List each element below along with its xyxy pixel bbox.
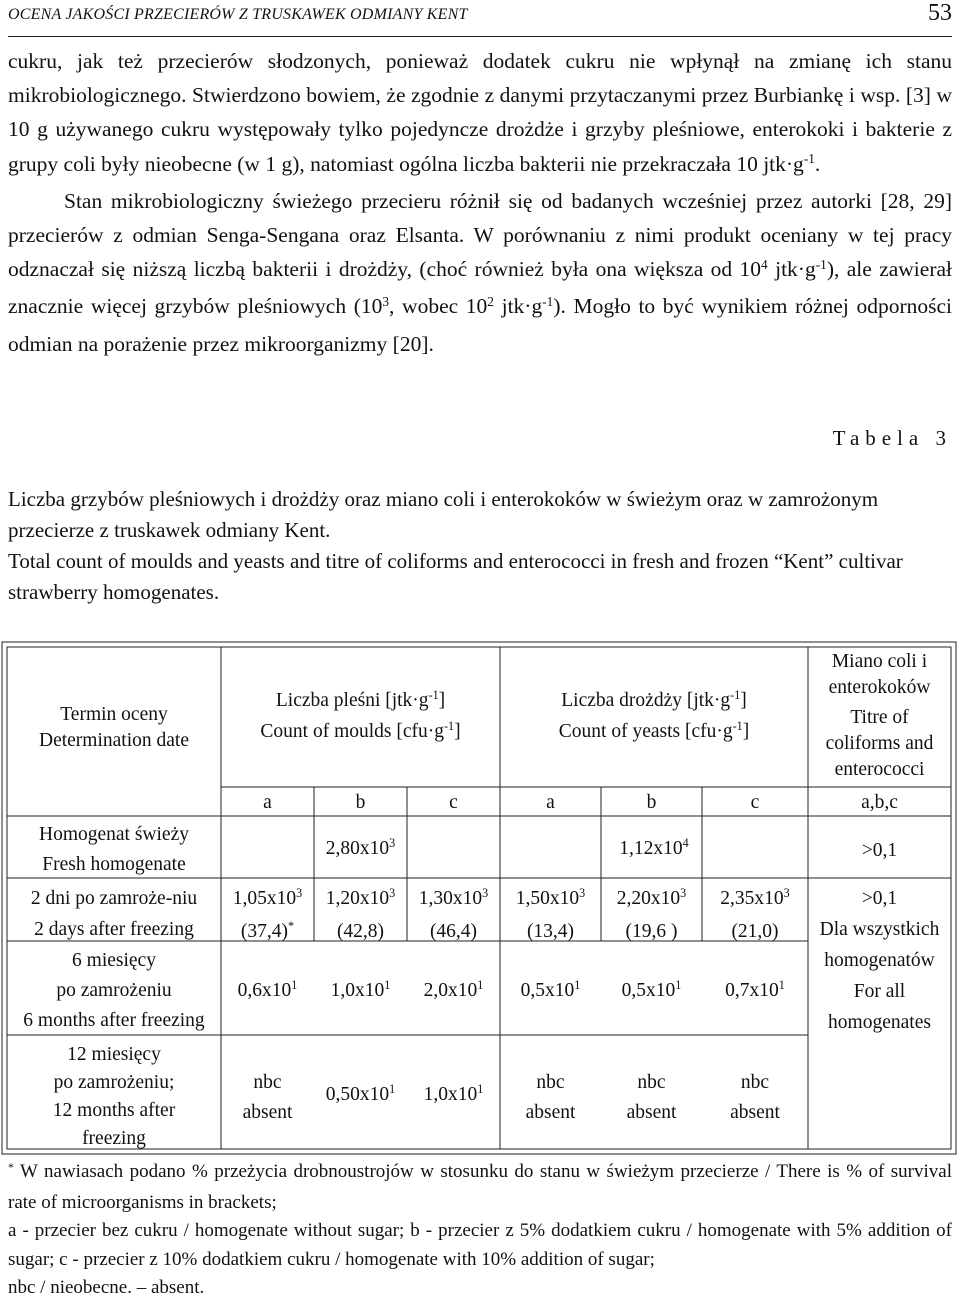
row-12months-yeasts-a: nbc absent xyxy=(525,1072,576,1123)
page-number: 53 xyxy=(928,0,952,26)
row-2days-moulds-b: $1,20x10^3$ (42,8) xyxy=(325,886,396,942)
sub-c-yeasts: c xyxy=(750,792,760,813)
row-2days-moulds-a: $1,05x10^3$ (37,4)* xyxy=(232,886,303,942)
running-title: OCENA JAKOŚCI PRZECIERÓW Z TRUSKAWEK ODMIANY KENT xyxy=(8,6,468,23)
row-12months-date: 12 miesięcy po zamrożeniu; 12 months after freezing xyxy=(52,1044,176,1149)
row-2days-yeasts-a: $1,50x10^3$ (13,4) xyxy=(515,886,586,942)
row-6months-moulds-a: $0,6x10^1$ xyxy=(237,978,298,1001)
row-6months-yeasts-b: $0,5x10^1$ xyxy=(621,978,682,1001)
sub-b-moulds: b xyxy=(355,792,366,813)
row-12months-moulds-a: nbc absent xyxy=(242,1072,293,1123)
row-fresh-titre: >0,1 xyxy=(861,840,898,861)
row-2days-date: 2 dni po zamroże-niu 2 days after freezing xyxy=(30,888,198,940)
row-fresh-yeasts: $1,12x10^4$ xyxy=(619,836,689,859)
header-yeasts: Liczba drożdży $[jtk\cdot g^{-1}]$ Count of yeasts $[cfu\cdot g^{-1}]$ xyxy=(558,688,750,742)
results-table xyxy=(0,640,960,1160)
sub-a-yeasts: a xyxy=(546,792,555,813)
row-12months-moulds-c: $1,0x10^1$ xyxy=(423,1082,484,1105)
row-12months-yeasts-b: nbc absent xyxy=(626,1072,677,1123)
row-6months-yeasts-a: $0,5x10^1$ xyxy=(520,978,581,1001)
row-12months-moulds-b: $0,50x10^1$ xyxy=(325,1082,396,1105)
caption-english: Total count of moulds and yeasts and titre of coliforms and enterococci in fresh and frozen “Kent” cultivar strawberry homogenates. xyxy=(8,549,903,604)
sub-a-moulds: a xyxy=(263,792,272,813)
footnotes xyxy=(8,1158,952,1303)
caption-polish: Liczba grzybów pleśniowych i drożdży oraz miano coli i enterokoków w świeżym oraz w zamrożonym przecierze z truskawek odmiany Kent. xyxy=(8,487,879,542)
row-6months-moulds-c: $2,0x10^1$ xyxy=(423,978,484,1001)
header-titre: Miano coli i enterokoków Titre of coliforms and enterococci xyxy=(825,651,934,780)
header-moulds: Liczba pleśni $[jtk\cdot g^{-1}]$ Count of moulds $[cfu\cdot g^{-1}]$ xyxy=(260,688,461,742)
paragraph-1: cukru, jak też przecierów słodzonych, ponieważ dodatek cukru nie wpłynął na zmianę ich stanu mikrobiologicznego. Stwierdzono bowiem, że zgodnie z danymi przytaczanymi przez Burbiankę i wsp. [3] w 10 g używanego cukru występowały tylko pojedyncze drożdże i grzyby pleśniowe, enterokoki i bakterie z grupy coli były nieobecne (w 1 g), natomiast ogólna liczba bakterii nie przekraczała 10 $jtk\cdot g^{-1}$. xyxy=(8,49,952,176)
sub-c-moulds: c xyxy=(449,792,458,813)
table-label: Tabela 3 xyxy=(832,426,952,450)
footnote-nbc: nbc / nieobecne. – absent. xyxy=(8,1277,205,1298)
table-caption xyxy=(8,484,952,608)
header-date: Termin oceny Determination date xyxy=(39,704,189,751)
row-6months-moulds-b: $1,0x10^1$ xyxy=(330,978,391,1001)
row-2days-moulds-c: $1,30x10^3$ (46,4) xyxy=(418,886,489,942)
body-text xyxy=(8,44,952,361)
footnote-abc: a - przecier bez cukru / homogenate without sugar; b - przecier z 5% dodatkiem cukru / homogenate with 5% addition of sugar; c - przecier z 10% dodatkiem cukru / homogenate with 10% addition of sugar; xyxy=(8,1220,952,1270)
row-2days-yeasts-c: $2,35x10^3$ (21,0) xyxy=(720,886,790,942)
row-fresh-date: Homogenat świeży Fresh homogenate xyxy=(38,824,189,875)
row-12months-yeasts-c: nbc absent xyxy=(730,1072,780,1123)
running-header xyxy=(8,0,952,37)
row-6months-date: 6 miesięcy po zamrożeniu 6 months after freezing xyxy=(23,950,205,1031)
titre-all-homogenates: >0,1 Dla wszystkich homogenatów For all homogenates xyxy=(819,888,940,1033)
paragraph-2: Stan mikrobiologiczny świeżego przecieru różnił się od badanych wcześniej przez autorki [28, 29] przecierów z odmian Senga-Sengana oraz Elsanta. W porównaniu z nimi produkt oceniany w tej pracy odznaczał się niższą liczbą bakterii i drożdży, (choć również była ona większa od $10^4$ $jtk\cdot g^{-1}$), ale zawierał znacznie więcej grzybów pleśniowych ($10^3$, wobec $10^2$ $jtk\cdot g^{-1}$). Mogło to być wynikiem różnej odporności odmian na porażenie przez mikroorganizmy [20]. xyxy=(8,188,952,356)
sub-b-yeasts: b xyxy=(646,792,657,813)
row-fresh-moulds: $2,80x10^3$ xyxy=(325,836,396,859)
row-2days-yeasts-b: $2,20x10^3$ (19,6 ) xyxy=(616,886,687,942)
sub-abc-titre: a,b,c xyxy=(861,792,898,813)
footnote-survival: * W nawiasach podano % przeżycia drobnoustrojów w stosunku do stanu w świeżym przecierze / There is % of survival rate of microorganisms in brackets; xyxy=(8,1160,952,1213)
row-6months-yeasts-c: $0,7x10^1$ xyxy=(725,978,785,1001)
